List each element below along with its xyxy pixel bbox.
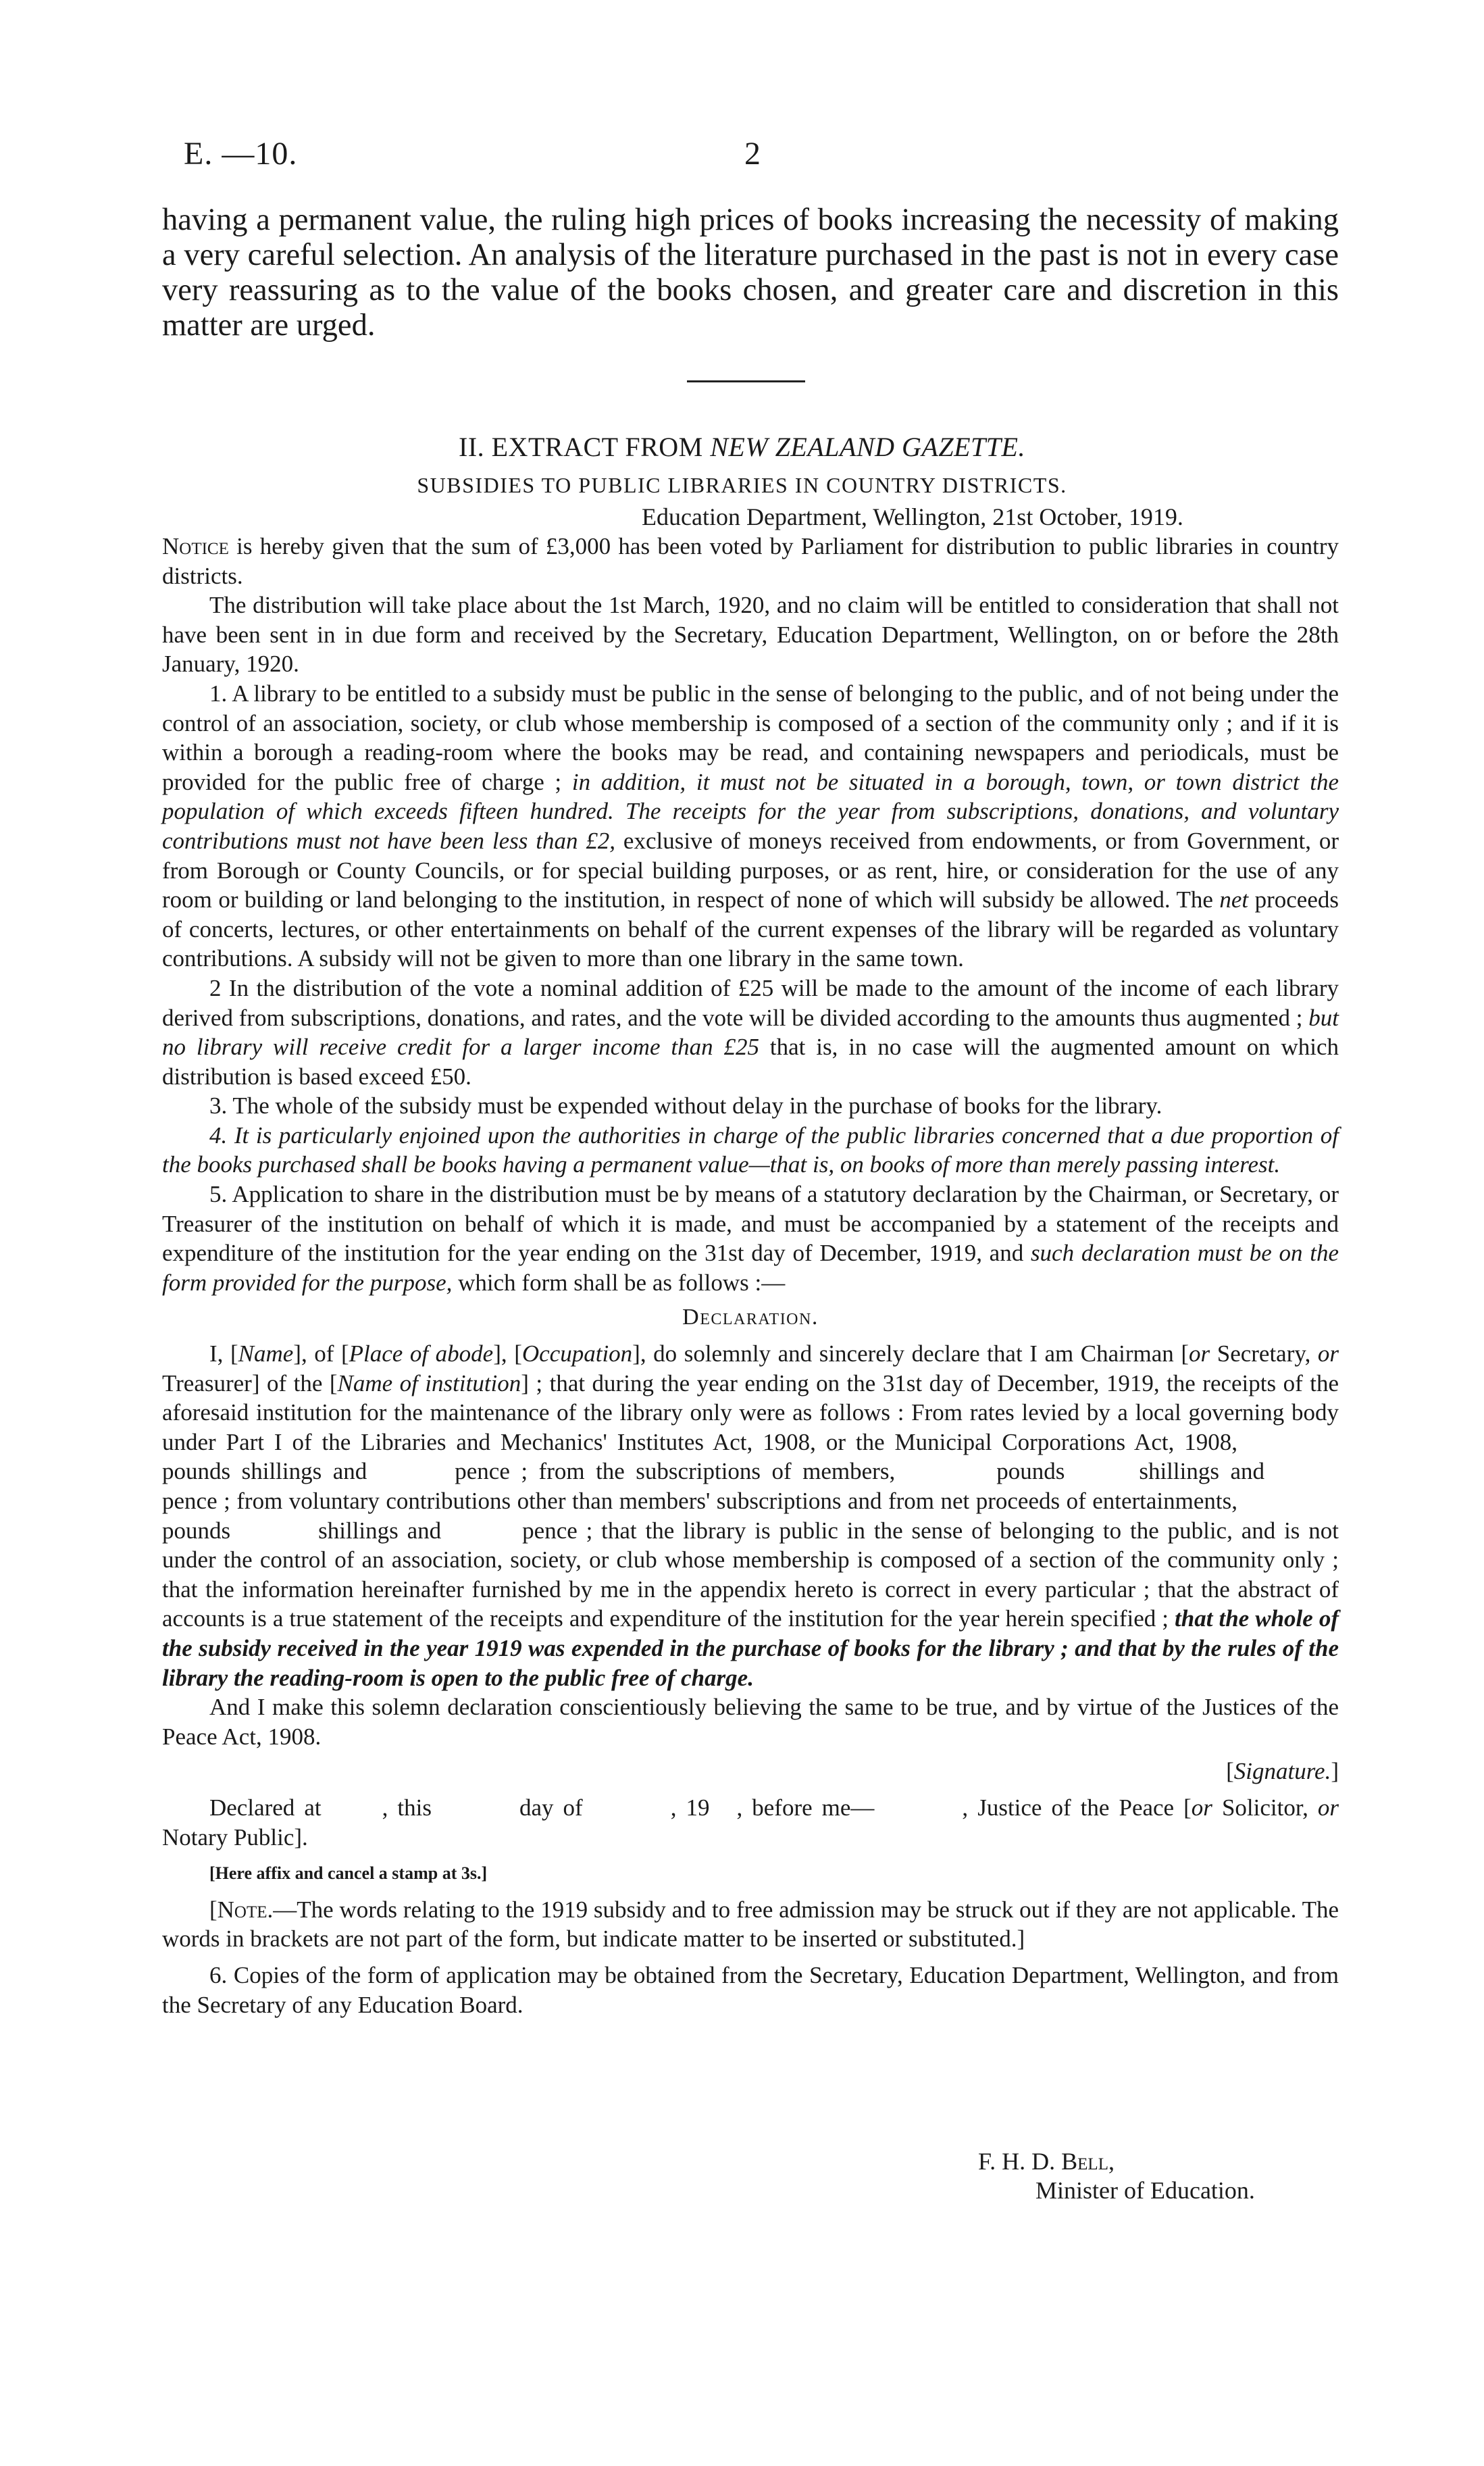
clause-4 (162, 1121, 1339, 1180)
section-title-gazette: NEW ZEALAND GAZETTE. (710, 432, 1025, 462)
clause-1-text-a: 1. A library to be entitled to a subsidy must be public in the sense of belonging to the public, and of not being under the control of an association, society, or club whose membership is composed of a section of the community only ; and if it is within a borough a reading-room where the books may be read, and containing newspapers and periodicals, must be provided for the public free of charge ; (162, 680, 1339, 795)
decl-text: I, [ (209, 1340, 238, 1367)
decl-or: or (1317, 1340, 1339, 1367)
clause-1-italic-b: in addition, it must not be situated in a borough, town, or town district the population of which exceeds fifteen hundred. The receipts for the year from subscriptions, donations, and voluntary contributions must not have been less than £2, (162, 768, 1339, 854)
peace-text: Peace [ (1119, 1794, 1192, 1821)
page-number: 2 (744, 136, 761, 172)
decl-text: Secretary, (1210, 1340, 1318, 1367)
solemn-declaration: And I make this solemn declaration conscientiously believing the same to be true, and by virtue of the Justices of the Peace Act, 1908. (162, 1694, 1339, 1750)
note-paragraph: [Note.—The words relating to the 1919 subsidy and to free admission may be struck out if they are not applicable. The words in brackets are not part of the form, but indicate matter to be inserted or substituted.] (162, 1896, 1339, 1953)
notice-text: is hereby given that the sum of £3,000 has been voted by Parliament for distribution to public libraries in country districts. (162, 533, 1339, 589)
declared-year: , 19 (670, 1794, 710, 1821)
decl-text: pence ; from voluntary contributions other than members' subscriptions and from net proceeds of entertainments, (162, 1488, 1237, 1514)
decl-shillings: shillings (1139, 1458, 1219, 1485)
signatory-title: Minister of Education. (1035, 2177, 1255, 2204)
declared-justice: , Justice of the (962, 1794, 1110, 1821)
distribution-paragraph: The distribution will take place about the 1st March, 1920, and no claim will be entitled to consideration that shall not have been sent in in due form and received by the Secretary, Education Department, Wellington, on or before the 28th January, 1920. (162, 592, 1339, 678)
declared-this: , this (382, 1794, 432, 1821)
decl-text: and (1230, 1458, 1264, 1485)
clause-2 (162, 974, 1339, 1091)
decl-name-placeholder: Name (238, 1340, 294, 1367)
gazette-body (162, 532, 1339, 2019)
decl-pounds: pounds (162, 1458, 231, 1485)
clause-2-italic-b: but no library will receive credit for a larger income than £25 (162, 1004, 1339, 1061)
dateline: Education Department, Wellington, 21st October, 1919. (642, 503, 1183, 530)
intro-paragraph: having a permanent value, the ruling high prices of books increasing the necessity of making a very careful selection. An analysis of the literature purchased in the past is not in every case very reassuring as to the value of the books chosen, and greater care and discretion in this matter are urged. (162, 203, 1339, 343)
decl-text: pence ; that the library is public in the sense of belonging to the public, and is not under the control of an association, society, or club whose membership is composed of a section of the community only ; that the information hereinafter furnished by me in the appendix hereto is correct in every particular ; that the abstract of accounts is a true statement of the receipts and expenditure of the institution for the year herein specified ; (162, 1517, 1339, 1632)
decl-text: Treasurer] of the [ (162, 1369, 338, 1396)
clause-5 (162, 1180, 1339, 1297)
decl-text: pence ; from the subscriptions of members, (455, 1458, 896, 1485)
decl-institution-placeholder: Name of institution (337, 1369, 521, 1396)
clause-5-italic-b: such declaration must be on the form provided for the purpose, (162, 1240, 1339, 1296)
decl-text: ] ; that during the year ending on the 31st day of December, 1919, the receipts of the aforesaid institution for the maintenance of the library only were as follows : From rates levied by a local governing body under Part I of the Libraries and Mechanics' Institutes Act, 1908, or the Municipal Corporations Act, 1908, (162, 1369, 1339, 1455)
decl-shillings: shillings and (241, 1458, 367, 1485)
signatory-name: F. H. D. Bell, (978, 2148, 1115, 2175)
clause-2-text-c: that is, in no case will the augmented amount on which distribution is based exceed £50. (162, 1034, 1339, 1090)
decl-abode-placeholder: Place of abode (349, 1340, 494, 1367)
section-subtitle: SUBSIDIES TO PUBLIC LIBRARIES IN COUNTRY DISTRICTS. (417, 473, 1067, 497)
decl-text: ], of [ (293, 1340, 349, 1367)
decl-text: ], [ (493, 1340, 522, 1367)
report-code: E. —10. (184, 136, 298, 172)
signoff-block (978, 2147, 1255, 2205)
declared-day-of: day of (519, 1794, 583, 1821)
notice-lead: Notice (162, 533, 229, 559)
clause-5-text-a: 5. Application to share in the distribution must be by means of a statutory declaration by the Chairman, or Secretary, or Treasurer of the institution on behalf of which it is made, and must be accompanied by a statement of the receipts and expenditure of the institution for the year ending on the 31st day of December, 1919, and (162, 1181, 1339, 1267)
clause-1 (162, 679, 1339, 974)
section-divider (687, 380, 805, 382)
clause-2-text-a: 2 In the distribution of the vote a nominal addition of £25 will be made to the amount of the income of each library derived from subscriptions, donations, and rates, and the vote will be divided according to the amounts thus augmented ; (162, 974, 1339, 1031)
declared-before-me: , before me— (736, 1794, 875, 1821)
signature-placeholder: Signature. (1233, 1758, 1331, 1785)
peace-or: or (1317, 1794, 1339, 1821)
decl-pounds: pounds (162, 1517, 231, 1544)
note-text: —The words relating to the 1919 subsidy and to free admission may be struck out if they are not applicable. The words in brackets are not part of the form, but indicate matter to be inserted or substituted.] (162, 1896, 1339, 1953)
stamp-instruction: [Here affix and cancel a stamp at 3s.] (209, 1863, 488, 1884)
declared-at: Declared at (209, 1794, 322, 1821)
decl-occupation-placeholder: Occupation (521, 1340, 633, 1367)
clause-1-italic-net: net (1219, 886, 1249, 913)
peace-text: Notary Public]. (162, 1823, 308, 1851)
clause-1-text-c: exclusive of moneys received from endowments, or from Government, or from Borough or County Councils, or for special building purposes, or as rent, hire, or consideration for the use of any room or building or land belonging to the institution, in respect of none of which will subsidy be allowed. The (162, 827, 1339, 913)
note-lead: Note. (217, 1896, 274, 1923)
decl-pounds: pounds (996, 1458, 1065, 1485)
section-title-prefix: II. EXTRACT FROM (459, 432, 711, 462)
notice-paragraph (162, 532, 1339, 590)
decl-shillings: shillings and (318, 1517, 442, 1544)
clause-6: 6. Copies of the form of application may be obtained from the Secretary, Education Department, Wellington, and from the Secretary of any Education Board. (162, 1961, 1339, 2018)
declared-line (162, 1793, 1339, 1852)
declaration-heading: Declaration. (682, 1305, 819, 1330)
decl-text: ], do solemnly and sincerely declare that I am Chairman [ (632, 1340, 1189, 1367)
clause-4-italic: 4. It is particularly enjoined upon the authorities in charge of the public libraries concerned that a due proportion of the books purchased shall be books having a permanent value—that is, on books of more than merely passing interest. (162, 1122, 1339, 1178)
section-title (0, 431, 1484, 463)
declaration-body (162, 1339, 1339, 1692)
clause-3: 3. The whole of the subsidy must be expended without delay in the purchase of books for the library. (209, 1092, 1162, 1119)
peace-text: Solicitor, (1212, 1794, 1318, 1821)
signature-line: [Signature.] (1226, 1758, 1339, 1785)
clause-5-text-c: which form shall be as follows :— (452, 1269, 786, 1296)
decl-bold-italic: that the whole of the subsidy received in the year 1919 was expended in the purchase of books for the library ; and that by the rules of the library the reading-room is open to the public free of charge. (162, 1605, 1339, 1691)
decl-or: or (1189, 1340, 1210, 1367)
clause-1-text-e: proceeds of concerts, lectures, or other entertainments on behalf of the current expenses of the library will be regarded as voluntary contributions. A subsidy will not be given to more than one library in the same town. (162, 886, 1339, 972)
peace-or: or (1191, 1794, 1212, 1821)
